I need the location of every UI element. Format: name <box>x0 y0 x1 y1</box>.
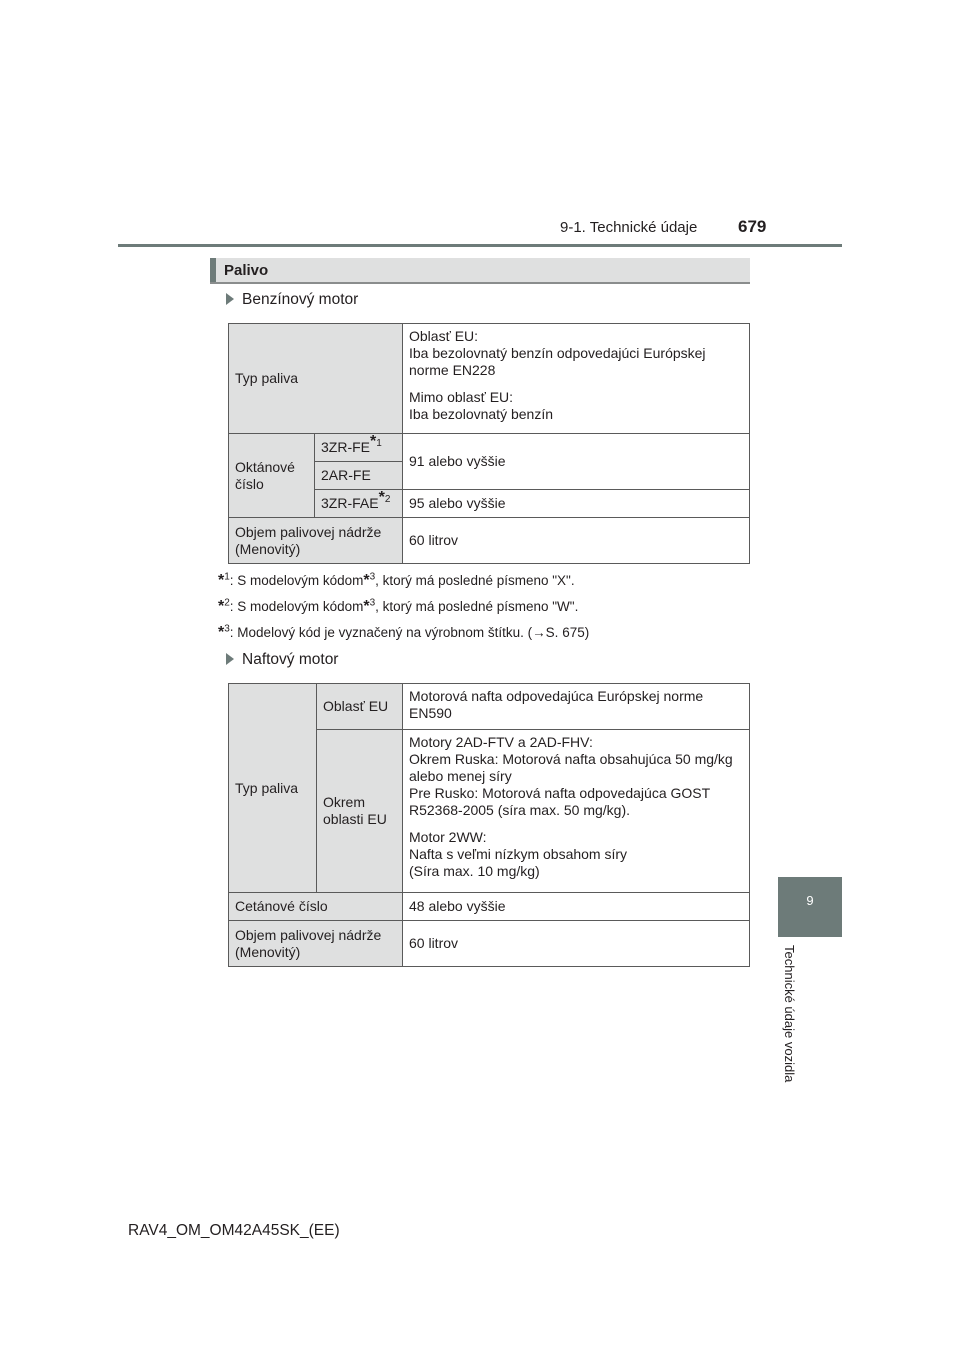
eu-region-value: Motorová nafta odpovedajúca Európskej norme EN590 <box>403 684 750 730</box>
section-header: 9-1. Technické údaje <box>560 219 698 236</box>
note-ref: 2 <box>384 494 391 506</box>
diesel-tank-value: 60 litrov <box>403 921 750 967</box>
footnote-text: : S modelovým kódom <box>229 573 364 588</box>
tank-value: 60 litrov <box>403 518 750 564</box>
engine-3zr-fe: 3ZR-FE$^{*1}$ <box>315 434 403 462</box>
footnote-mark: 1 <box>224 571 230 583</box>
table-row <box>229 893 750 921</box>
footnote-ref: 3 <box>369 571 376 583</box>
footnote-3: *$^3$: Modelový kód je vyznačený na výrobnom štítku. (→S. 675) <box>218 623 590 641</box>
gasoline-heading-text: Benzínový motor <box>242 291 359 308</box>
footnote-text: : S modelovým kódom <box>229 599 364 614</box>
cetane-value: 48 alebo vyššie <box>403 893 750 921</box>
text-line: Nafta s veľmi nízkym obsahom síry <box>409 846 628 862</box>
triangle-bullet-icon <box>226 653 234 665</box>
footnote-text: , ktorý má posledné písmeno "W". <box>375 599 579 614</box>
table-row <box>229 518 750 564</box>
fuel-type-value <box>403 324 750 434</box>
non-eu-region: Mimo oblasť EU: <box>409 389 514 405</box>
header-rule <box>118 244 842 247</box>
table-row <box>229 324 750 434</box>
text-line: Motory 2AD-FTV a 2AD-FHV: <box>409 734 593 750</box>
non-eu-region-value <box>403 730 750 893</box>
diesel-fuel-type-label: Typ paliva <box>229 684 317 893</box>
diesel-table <box>228 683 750 967</box>
chapter-tab-label: Technické údaje vozidla <box>782 945 797 1083</box>
section-title: Palivo <box>224 262 269 279</box>
table-row <box>229 434 750 462</box>
table-row <box>229 684 750 730</box>
fuel-type-label: Typ paliva <box>229 324 403 434</box>
diesel-heading <box>226 651 338 669</box>
note-ref: 1 <box>376 438 382 450</box>
footnote-1: *$^1$: S modelovým kódom*$^3$, ktorý má posledné písmeno "X". <box>218 571 575 589</box>
footnote-2: *$^2$: S modelovým kódom*$^3$, ktorý má posledné písmeno "W". <box>218 597 579 615</box>
footnote-mark: 3 <box>224 623 230 635</box>
gasoline-heading <box>226 291 358 309</box>
eu-region-desc: Iba bezolovnatý benzín odpovedajúci Európskej norme EN228 <box>409 345 706 378</box>
non-eu-region-desc: Iba bezolovnatý benzín <box>409 406 553 422</box>
octane-label: Oktánové číslo <box>229 434 315 518</box>
eu-region-label: Oblasť EU <box>317 684 403 730</box>
tank-label: Objem palivovej nádrže (Menovitý) <box>229 518 403 564</box>
section-accent <box>210 258 216 282</box>
non-eu-region-label: Okrem oblasti EU <box>317 730 403 893</box>
text-line: Okrem Ruska: Motorová nafta obsahujúca 50 mg/kg alebo menej síry <box>409 751 733 784</box>
footnote-mark: 2 <box>224 597 230 609</box>
octane-value-95: 95 alebo vyššie <box>403 490 750 518</box>
diesel-tank-label: Objem palivovej nádrže (Menovitý) <box>229 921 403 967</box>
eu-region: Oblasť EU: <box>409 328 479 344</box>
engine-name: 3ZR-FAE <box>321 495 379 511</box>
document-code: RAV4_OM_OM42A45SK_(EE) <box>128 1222 340 1239</box>
page-number: 679 <box>738 217 767 236</box>
triangle-bullet-icon <box>226 293 234 305</box>
engine-2ar-fe: 2AR-FE <box>315 462 403 490</box>
octane-value-91: 91 alebo vyššie <box>403 434 750 490</box>
text-line: Motor 2WW: <box>409 829 487 845</box>
table-row <box>229 921 750 967</box>
chapter-tab: 9 <box>778 877 842 937</box>
footnote-text[interactable]: : Modelový kód je vyznačený na výrobnom štítku. (→S. 675) <box>229 625 590 640</box>
diesel-heading-text: Naftový motor <box>242 651 339 668</box>
text-line: (Síra max. 10 mg/kg) <box>409 863 540 879</box>
chapter-tab-label-wrap <box>770 945 820 1105</box>
footnote-text: , ktorý má posledné písmeno "X". <box>375 573 575 588</box>
cetane-label: Cetánové číslo <box>229 893 403 921</box>
text-line: Pre Rusko: Motorová nafta odpovedajúca GOST R52368-2005 (síra max. 50 mg/kg). <box>409 785 710 818</box>
section-title-bar <box>210 258 750 284</box>
footnote-ref: 3 <box>369 597 376 609</box>
gasoline-table <box>228 323 750 564</box>
engine-name: 3ZR-FE <box>321 439 370 455</box>
engine-3zr-fae: 3ZR-FAE$^{*2}$ <box>315 490 403 518</box>
